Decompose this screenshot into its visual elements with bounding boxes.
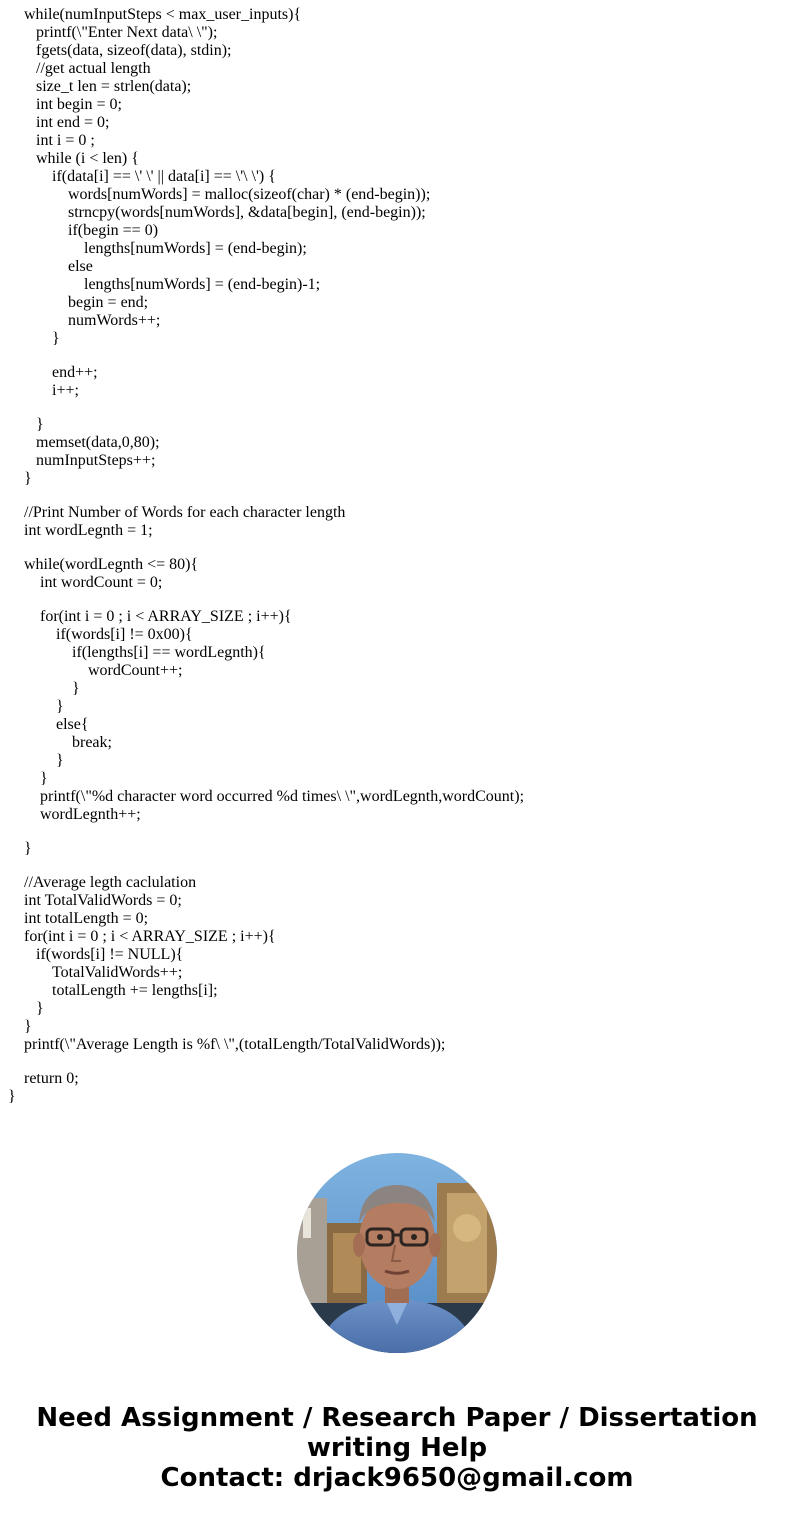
person-photo-icon: [297, 1153, 497, 1353]
code-line: //Average legth caclulation: [24, 874, 197, 891]
code-line: if(words[i] != NULL){: [36, 946, 184, 963]
code-line: return 0;: [24, 1070, 79, 1087]
banner-line-2: writing Help: [306, 1433, 488, 1463]
code-line: [0, 592, 794, 608]
code-line: int wordCount = 0;: [40, 574, 163, 591]
code-line: numWords++;: [68, 312, 161, 329]
code-line: else{: [56, 716, 89, 733]
code-line: lengths[numWords] = (end-begin);: [84, 240, 307, 257]
code-line: int totalLength = 0;: [24, 910, 149, 927]
code-line: if(begin == 0): [68, 222, 159, 239]
code-line: while(wordLegnth <= 80){: [24, 556, 199, 573]
code-line: words[numWords] = malloc(sizeof(char) * (end-begin));: [68, 186, 431, 203]
code-line: for(int i = 0 ; i < ARRAY_SIZE ; i++){: [24, 928, 276, 945]
code-line: int wordLegnth = 1;: [24, 522, 153, 539]
code-line: [0, 400, 794, 416]
contact-email-line: Contact: drjack9650@gmail.com: [160, 1463, 634, 1493]
code-line: [0, 1054, 794, 1070]
code-line: printf(\"Average Length is %f\ \",(totalLength/TotalValidWords));: [24, 1036, 446, 1053]
code-line: begin = end;: [68, 294, 149, 311]
code-line: printf(\"Enter Next data\ \");: [36, 24, 218, 41]
code-line: [0, 348, 794, 364]
code-line: lengths[numWords] = (end-begin)-1;: [84, 276, 321, 293]
code-listing: [0, 6, 794, 1106]
code-line: }: [36, 416, 44, 433]
code-line: //get actual length: [36, 60, 151, 77]
code-line: fgets(data, sizeof(data), stdin);: [36, 42, 232, 59]
code-line: break;: [72, 734, 112, 751]
code-line: wordLegnth++;: [40, 806, 141, 823]
code-line: end++;: [52, 364, 98, 381]
code-line: int end = 0;: [36, 114, 110, 131]
banner-line-1: Need Assignment / Research Paper / Dissertation: [36, 1403, 758, 1433]
code-line: while (i < len) {: [36, 150, 139, 167]
code-line: [0, 858, 794, 874]
code-line: [0, 488, 794, 504]
code-line: if(lengths[i] == wordLegnth){: [72, 644, 266, 661]
code-line: [0, 824, 794, 840]
code-line: }: [24, 470, 32, 487]
contact-banner: [0, 1403, 794, 1493]
code-line: int begin = 0;: [36, 96, 122, 113]
code-line: }: [52, 330, 60, 347]
code-line: }: [36, 1000, 44, 1017]
code-line: size_t len = strlen(data);: [36, 78, 192, 95]
code-line: int i = 0 ;: [36, 132, 95, 149]
code-line: strncpy(words[numWords], &data[begin], (end-begin));: [68, 204, 426, 221]
code-line: while(numInputSteps < max_user_inputs){: [24, 6, 302, 23]
code-line: }: [24, 1018, 32, 1035]
code-line: wordCount++;: [88, 662, 183, 679]
code-line: }: [72, 680, 80, 697]
code-line: }: [40, 770, 48, 787]
code-line: if(data[i] == \' \' || data[i] == \'\ \') {: [52, 168, 276, 185]
code-line: for(int i = 0 ; i < ARRAY_SIZE ; i++){: [40, 608, 292, 625]
code-line: if(words[i] != 0x00){: [56, 626, 193, 643]
code-line: }: [24, 840, 32, 857]
code-line: }: [56, 752, 64, 769]
code-line: //Print Number of Words for each character length: [24, 504, 346, 521]
code-line: }: [8, 1088, 16, 1105]
code-line: memset(data,0,80);: [36, 434, 160, 451]
code-line: i++;: [52, 382, 79, 399]
author-avatar: [297, 1153, 497, 1353]
code-line: totalLength += lengths[i];: [52, 982, 218, 999]
code-line: else: [68, 258, 93, 275]
code-line: }: [56, 698, 64, 715]
code-line: TotalValidWords++;: [52, 964, 183, 981]
code-line: int TotalValidWords = 0;: [24, 892, 182, 909]
code-line: printf(\"%d character word occurred %d times\ \",wordLegnth,wordCount);: [40, 788, 525, 805]
code-line: [0, 540, 794, 556]
code-line: numInputSteps++;: [36, 452, 156, 469]
